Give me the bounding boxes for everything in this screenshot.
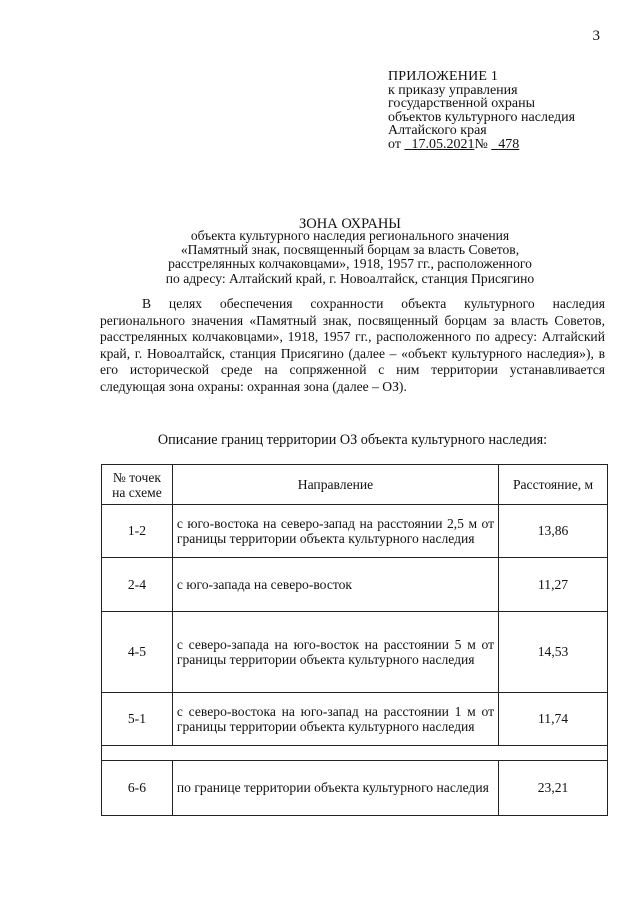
appendix-line: Алтайского края (388, 123, 487, 139)
number-prefix: № (474, 136, 488, 152)
cell-direction: с юго-востока на северо-запад на расстоянии 2,5 м от границы территории объекта культурного наследия (172, 505, 498, 558)
date-prefix: от (388, 136, 401, 152)
table-row (102, 558, 608, 612)
appendix-line: объектов культурного наследия (388, 109, 576, 125)
zone-subtitle-line: расстрелянных колчаковцами», 1918, 1957 гг., расположенного (168, 256, 532, 272)
table-row (102, 761, 608, 816)
cell-points: 5-1 (102, 693, 173, 746)
table-header-row (102, 465, 608, 505)
body-paragraph: В целях обеспечения сохранности объекта культурного наследия регионального значения «Памятный знак, посвященный борцам за власть Советов, расстрелянных колчаковцами», 1918, 1957 гг., расположенного по адресу: Алтайский край, г. Новоалтайск, станция Присягино (далее – «объект культурного наследия»), в его исторической среде на сопряженной с ним территории устанавливается следующая зона охраны: охранная зона (далее – ОЗ). (100, 296, 605, 394)
table-row (102, 505, 608, 558)
table-row (102, 693, 608, 746)
table-caption: Описание границ территории ОЗ объекта культурного наследия: (157, 432, 548, 448)
zone-subtitle-line: по адресу: Алтайский край, г. Новоалтайск, станция Присягино (165, 270, 535, 286)
cell-direction: с юго-запада на северо-восток (172, 558, 498, 612)
appendix-title: ПРИЛОЖЕНИЕ 1 (388, 69, 499, 84)
boundary-table (101, 464, 608, 816)
zone-subtitle-line: объекта культурного наследия регионального значения (190, 228, 510, 243)
cell-distance: 11,74 (499, 693, 608, 746)
cell-direction: с северо-востока на юго-запад на расстоянии 1 м от границы территории объекта культурного наследия (172, 693, 498, 746)
cell-distance: 14,53 (499, 612, 608, 693)
zone-subtitle (100, 229, 600, 286)
header-points: № точек на схеме (102, 465, 173, 505)
header-distance: Расстояние, м (499, 465, 608, 505)
cell-points: 6-6 (102, 761, 173, 816)
appendix-date-line (388, 138, 575, 152)
cell-distance: 13,86 (499, 505, 608, 558)
zone-subtitle-line: «Памятный знак, посвященный борцам за власть Советов, (180, 242, 520, 258)
cell-direction: по границе территории объекта культурного наследия (172, 761, 498, 816)
appendix-line: к приказу управления (388, 82, 518, 98)
order-date: 17.05.2021 (411, 136, 475, 152)
spacer-cell (102, 746, 608, 761)
appendix-line: государственной охраны (388, 96, 536, 112)
cell-direction: с северо-запада на юго-восток на расстоянии 5 м от границы территории объекта культурного наследия (172, 612, 498, 693)
appendix-block (388, 70, 575, 152)
order-number: 478 (498, 136, 520, 152)
table-spacer-row (102, 746, 608, 761)
cell-points: 2-4 (102, 558, 173, 612)
cell-points: 1-2 (102, 505, 173, 558)
cell-distance: 23,21 (499, 761, 608, 816)
page-number: 3 (592, 28, 600, 44)
header-direction: Направление (172, 465, 498, 505)
table-row (102, 612, 608, 693)
zone-title: ЗОНА ОХРАНЫ (299, 216, 401, 232)
cell-points: 4-5 (102, 612, 173, 693)
cell-distance: 11,27 (499, 558, 608, 612)
